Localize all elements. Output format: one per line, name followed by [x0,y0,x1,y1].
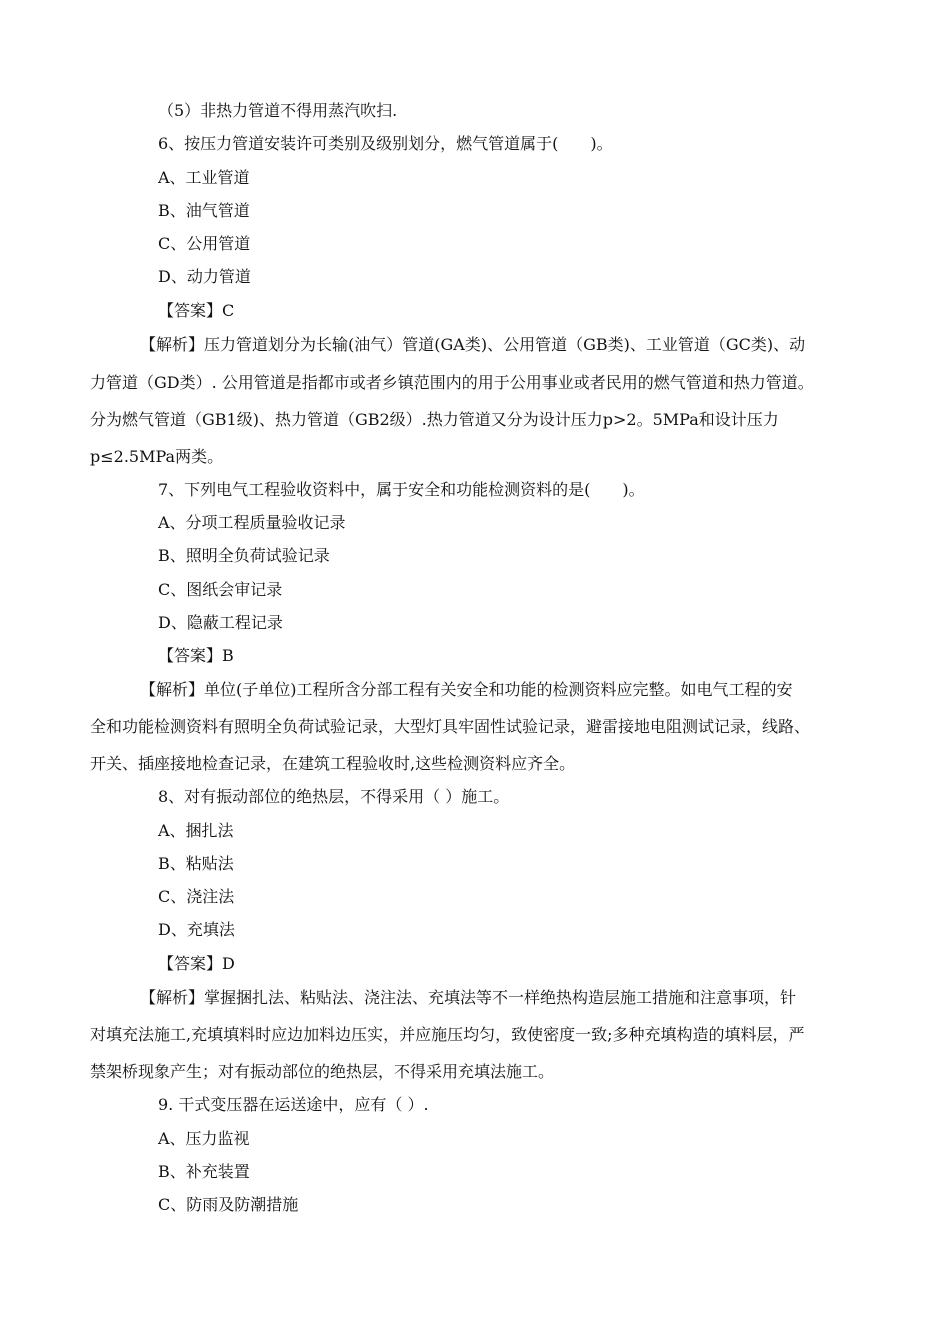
explanation-line: 【解析】压力管道划分为长输(油气）管道(GA类)、公用管道（GB类)、工业管道（GC类)、动 [140,335,806,354]
question-9: 9. 干式变压器在运送途中，应有（ ）. [158,1095,429,1114]
option-c: C、浇注法 [158,887,235,906]
explanation-line: 全和功能检测资料有照明全负荷试验记录，大型灯具牢固性试验记录，避雷接地电阻测试记录，线路、 [90,717,811,736]
explanation-line: 分为燃气管道（GB1级)、热力管道（GB2级）.热力管道又分为设计压力p>2。5MPa和设计压力 [90,410,779,429]
explanation-line: 开关、插座接地检查记录，在建筑工程验收时,这些检测资料应齐全。 [90,754,576,773]
explanation-line: 力管道（GD类）. 公用管道是指都市或者乡镇范围内的用于公用事业或者民用的燃气管道和热力管道。 [90,373,814,392]
explanation-line: 禁架桥现象产生；对有振动部位的绝热层，不得采用充填法施工。 [90,1062,555,1081]
option-b: B、照明全负荷试验记录 [158,546,330,565]
option-d: D、隐蔽工程记录 [158,613,283,632]
question-6: 6、按压力管道安装许可类别及级别划分，燃气管道属于( )。 [158,134,613,153]
explanation-line: 【解析】掌握捆扎法、粘贴法、浇注法、充填法等不一样绝热构造层施工措施和注意事项，针 [140,988,797,1007]
explanation-line: 对填充法施工,充填填料时应边加料边压实，并应施压均匀，致使密度一致;多种充填构造的填料层，严 [90,1025,805,1044]
option-b: B、粘贴法 [158,854,234,873]
option-d: D、动力管道 [158,267,251,286]
text-line: （5）非热力管道不得用蒸汽吹扫. [158,101,398,120]
question-7: 7、下列电气工程验收资料中，属于安全和功能检测资料的是( )。 [158,480,645,499]
option-a: A、压力监视 [158,1129,250,1148]
explanation-line: 【解析】单位(子单位)工程所含分部工程有关安全和功能的检测资料应完整。如电气工程的安 [140,680,793,699]
option-a: A、工业管道 [158,168,250,187]
option-b: B、油气管道 [158,201,250,220]
question-8: 8、对有振动部位的绝热层，不得采用（ ）施工。 [158,787,510,806]
answer-label: 【答案】D [158,954,235,973]
option-d: D、充填法 [158,920,235,939]
option-a: A、捆扎法 [158,821,234,840]
answer-label: 【答案】B [158,646,234,665]
option-c: C、图纸会审记录 [158,580,283,599]
answer-label: 【答案】C [158,301,235,320]
option-c: C、防雨及防潮措施 [158,1195,299,1214]
option-c: C、公用管道 [158,234,251,253]
option-a: A、分项工程质量验收记录 [158,513,346,532]
option-b: B、补充装置 [158,1162,250,1181]
explanation-line: p≤2.5MPa两类。 [90,447,224,466]
